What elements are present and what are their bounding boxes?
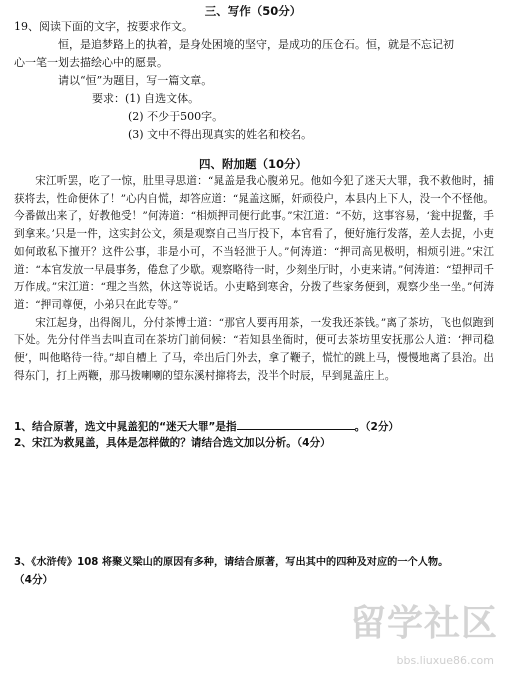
question-1-text: 1、结合原著，选文中晁盖犯的“迷天大罪”是指 (14, 421, 237, 433)
requirement-2: (2) 不少于500字。 (128, 110, 224, 123)
writing-title-instruction: 请以“恒”为题目，写一篇文章。 (58, 74, 213, 87)
writing-prompt-line1: 恒，是追梦路上的执着，是身处困境的坚守，是成功的压仓石。恒，就是不忘记初 (58, 38, 454, 51)
passage-paragraph-1: 宋江听罢，吃了一惊，肚里寻思道：“晁盖是我心腹弟兄。他如今犯了迷天大罪，我不救他时，捕获将去，性命便休了！”心内自慌，却答应道：“晁盖这厮，奸顽役户，本县内上下人，没一个不怪他。今番做出来了，好教他受！”何涛道：“相烦押司便行此事。”宋江道：“不妨，这事容易，‘瓮中捉鳖，手到拿来。’只是一件，这实封公文，须是观察自己当厅投下，本官看了，便好施行发落，差人去捉，小吏如何敢私下擅开？这件公事，非是小可，不当轻泄于人。”何涛道：“押司高见极明，相烦引进。”宋江道：“本官发放一早晨事务，倦怠了少歇。观察略待一时，少刻坐厅时，小吏来请。”何涛道：“望押司千万作成。”宋江道：“理之当然，休这等说话。小吏略到寒舍，分拨了些家务便到，观察少坐一坐。”何涛道：“押司尊便，小弟只在此专等。” (14, 175, 494, 311)
section-title-extra: 四、附加题（10分） (198, 157, 307, 171)
question-1-points: 。（2分） (354, 421, 400, 433)
question-3: 3、《水浒传》108 将聚义梁山的原因有多种，请结合原著，写出其中的四种及对应的一个人物。 (14, 557, 449, 568)
question-19: 19、阅读下面的文字，按要求作文。 (14, 20, 193, 33)
writing-prompt-line2: 心一笔一划去描绘心中的愿景。 (14, 56, 168, 69)
question-1 (14, 418, 399, 434)
question-2: 2、宋江为救晁盖，具体是怎样做的？请结合选文加以分析。（4分） (14, 437, 331, 449)
section-title-writing: 三、写作（50分） (204, 4, 302, 18)
watermark-logo: 留学社区 (349, 603, 498, 644)
requirement-3: (3) 文中不得出现真实的姓名和校名。 (128, 128, 313, 141)
watermark-url: bbs.liuxue86.com (396, 654, 494, 667)
requirement-1: 要求：(1) 自选文体。 (92, 92, 200, 105)
reading-passage (14, 173, 494, 385)
passage-paragraph-2: 宋江起身，出得阁儿，分付茶博士道：“那官人要再用茶，一发我还茶钱。”离了茶坊，飞也似跑到下处。先分付伴当去叫直司在茶坊门前伺候：“若知县坐衙时，便可去茶坊里安抚那公人道：‘押司稳便’，叫他略待一待。”却自槽上 了马，牵出后门外去，拿了鞭子，慌忙的跳上马，慢慢地离了县治。出得东门，打上两鞭，那马拨喇喇的望东溪村撺将去，没半个时辰，早到晁盖庄上。 (14, 316, 494, 382)
question-3-points: （4分） (14, 574, 54, 586)
answer-blank[interactable] (237, 418, 355, 430)
